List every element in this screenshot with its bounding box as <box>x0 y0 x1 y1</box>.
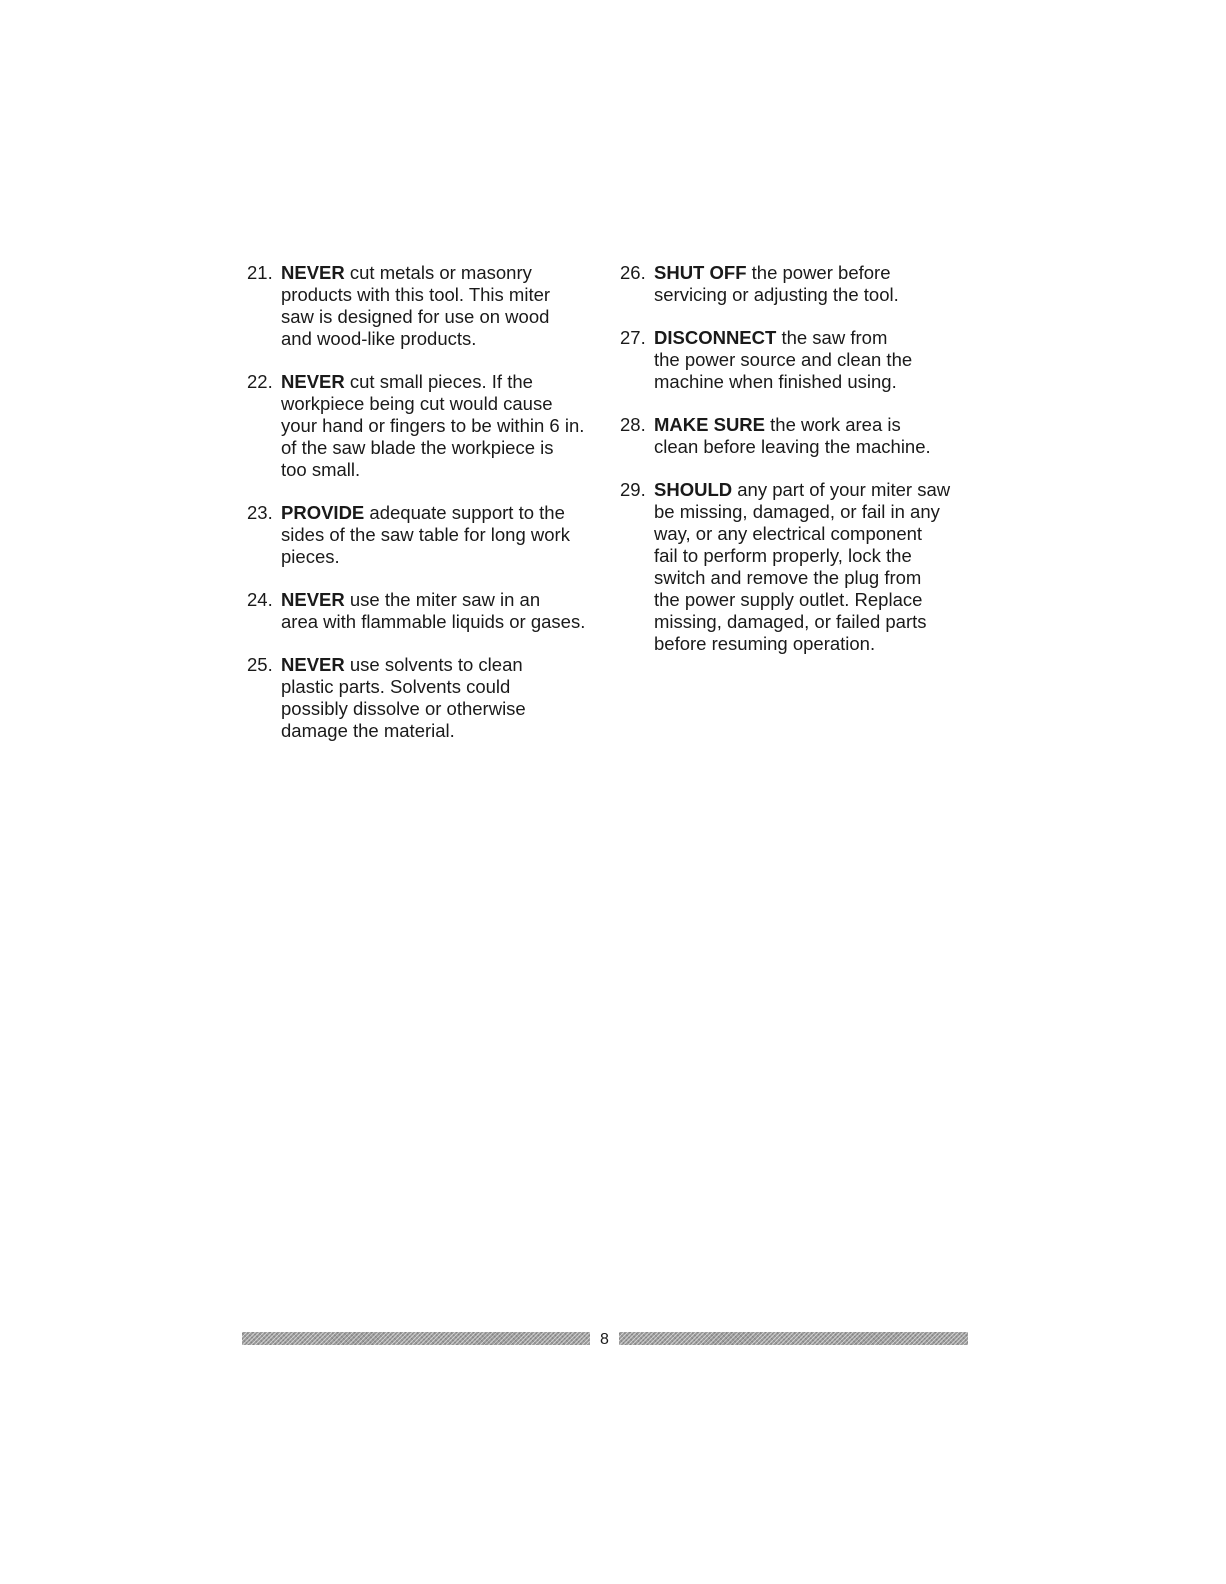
item-number: 26. <box>620 262 646 283</box>
item-body: use the miter saw in an area with flammable liquids or gases. <box>281 589 586 632</box>
safety-item-21 <box>247 262 607 350</box>
item-text <box>281 371 607 481</box>
item-number: 29. <box>620 479 646 500</box>
item-keyword: NEVER <box>281 589 345 610</box>
item-keyword: NEVER <box>281 262 345 283</box>
item-number: 23. <box>247 502 273 523</box>
item-number: 27. <box>620 327 646 348</box>
page-number: 8 <box>600 1331 609 1348</box>
safety-item-23 <box>247 502 607 568</box>
safety-item-26 <box>620 262 990 306</box>
item-number: 28. <box>620 414 646 435</box>
safety-item-24 <box>247 589 607 633</box>
item-keyword: MAKE SURE <box>654 414 766 435</box>
footer-rule-left <box>242 1332 590 1345</box>
safety-item-22 <box>247 371 607 481</box>
item-text <box>281 502 607 568</box>
item-body: any part of your miter saw be missing, damaged, or fail in any way, or any electrical component fail to perform properly, lock the switch and remove the plug from the power supply outlet. Replace missing, damaged, or failed parts before resuming operation. <box>654 479 951 654</box>
item-body: the work area is clean before leaving the machine. <box>654 414 931 457</box>
item-body: cut small pieces. If the workpiece being cut would cause your hand or fingers to be within 6 in. of the saw blade the workpiece is too small. <box>281 371 585 480</box>
item-text <box>654 414 990 458</box>
footer-rule-right <box>619 1332 968 1345</box>
item-number: 22. <box>247 371 273 392</box>
right-column <box>620 262 990 676</box>
item-keyword: DISCONNECT <box>654 327 777 348</box>
item-body: use solvents to clean plastic parts. Solvents could possibly dissolve or otherwise damage the material. <box>281 654 526 741</box>
item-body: cut metals or masonry products with this tool. This miter saw is designed for use on wood and wood-like products. <box>281 262 551 349</box>
item-keyword: NEVER <box>281 654 345 675</box>
item-number: 21. <box>247 262 273 283</box>
safety-item-28 <box>620 414 990 458</box>
item-text <box>654 262 990 306</box>
item-body: adequate support to the sides of the saw table for long work pieces. <box>281 502 570 567</box>
item-text <box>654 327 990 393</box>
item-text <box>281 262 607 350</box>
page-footer <box>242 1330 968 1350</box>
item-number: 24. <box>247 589 273 610</box>
item-keyword: PROVIDE <box>281 502 365 523</box>
safety-item-25 <box>247 654 607 742</box>
item-keyword: NEVER <box>281 371 345 392</box>
item-keyword: SHOULD <box>654 479 733 500</box>
item-text <box>281 654 607 742</box>
safety-item-29 <box>620 479 990 655</box>
safety-item-27 <box>620 327 990 393</box>
item-number: 25. <box>247 654 273 675</box>
left-column <box>247 262 607 763</box>
item-text <box>654 479 990 655</box>
item-body: the power before servicing or adjusting the tool. <box>654 262 899 305</box>
item-keyword: SHUT OFF <box>654 262 747 283</box>
item-body: the saw from the power source and clean the machine when finished using. <box>654 327 913 392</box>
item-text <box>281 589 607 633</box>
